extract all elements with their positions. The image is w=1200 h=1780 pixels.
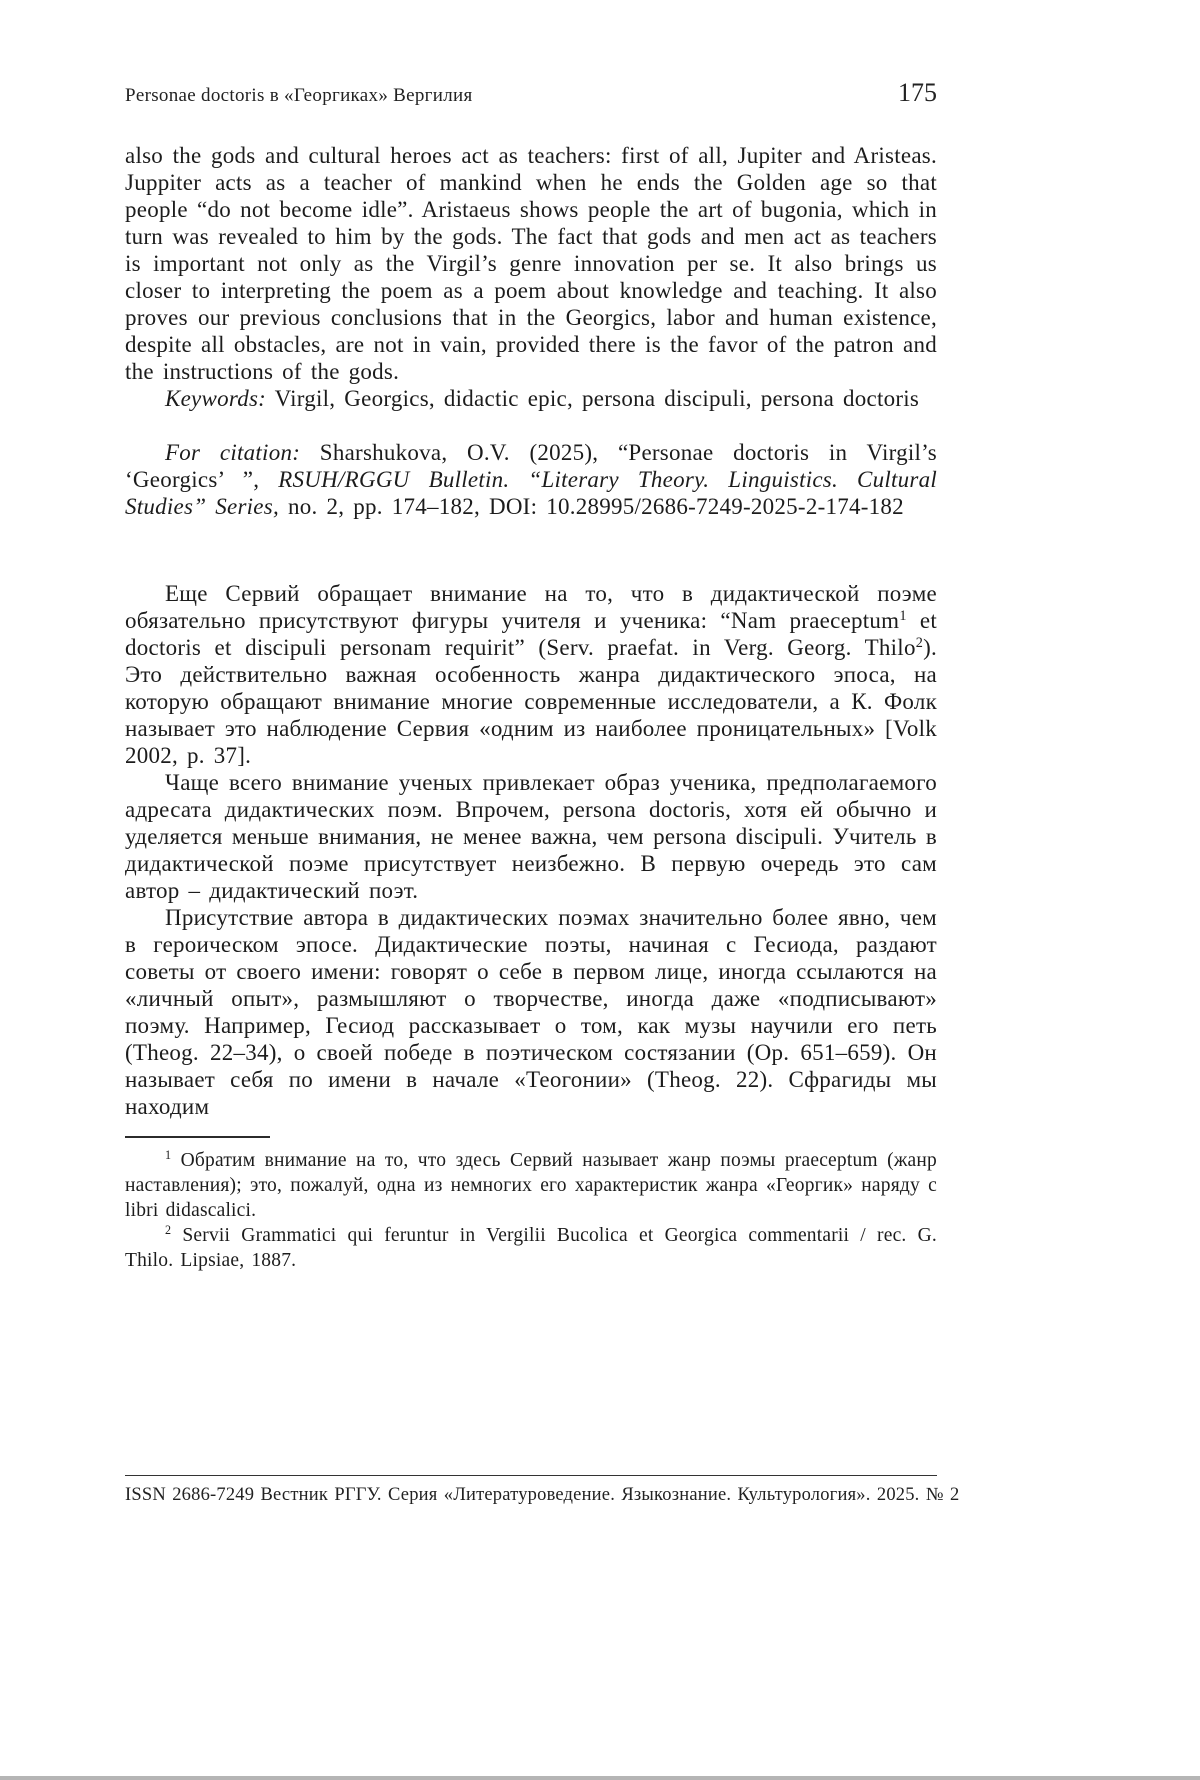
- footnote-marker: 1: [165, 1148, 172, 1163]
- text-segment: Присутствие автора в дидактических поэмах значительно более явно, чем в героическом эпосе. Дидактические поэты, начиная с Гесиода, раздают советы от своего имени: говорят о себе в первом лице, иногда ссылаются на «личный опыт», размышляют о творчестве, иногда даже «подписывают» поэму. Например, Гесиод рассказывает о том, как музы научили его петь (Theog. 22–34), о своей победе в поэтическом состязании (Op. 651–659). Он называет себя по имени в начале «Теогонии» (Theog. 22). Сфрагиды мы находим: [125, 905, 937, 1119]
- article-body-section: [125, 580, 937, 1120]
- keywords-paragraph: [125, 385, 937, 412]
- journal-page: [125, 78, 937, 1273]
- text-segment: et doctoris et discipuli personam requirit” (Serv. praefat. in Verg. Georg. Thilo: [125, 608, 938, 660]
- body-paragraph-1: [125, 580, 937, 769]
- abstract-paragraph: also the gods and cultural heroes act as teachers: first of all, Jupiter and Aristeas. Juppiter acts as a teacher of mankind when he ends the Golden age so that people “do not become idle”. Aristaeus shows people the art of bugonia, which in turn was revealed to him by the gods. The fact that gods and men act as teachers is important not only as the Virgil’s genre innovation per se. It also brings us closer to interpreting the poem as a poem about knowledge and teaching. It also proves our previous conclusions that in the Georgics, labor and human existence, despite all obstacles, are not in vain, provided there is the favor of the patron and the instructions of the gods.: [125, 143, 937, 384]
- footnote-separator: [125, 1136, 270, 1138]
- text-segment: Sharshukova, O.V. (2025), “Personae doctoris in Virgil’s ‘Georgics’ ”,: [125, 440, 937, 492]
- text-segment: For citation:: [165, 440, 320, 465]
- footnote-1: [125, 1148, 937, 1223]
- text-segment: ). Это действительно важная особенность жанра дидактического эпоса, на которую обращают внимание многие современные исследователи, а К. Фолк называет это наблюдение Сервия «одним из наиболее проницательных» [Volk 2002, p. 37].: [125, 635, 937, 768]
- page-body: [125, 142, 937, 1273]
- footnote-marker: 2: [165, 1223, 172, 1238]
- running-header-title: Personae doctoris в «Георгиках» Вергилия: [125, 85, 473, 106]
- text-segment: Еще Сервий обращает внимание на то, что в дидактической поэме обязательно присутствуют фигуры учителя и ученика: “Nam praeceptum: [125, 581, 937, 633]
- page-number: 175: [898, 78, 937, 107]
- text-segment: Keywords:: [165, 386, 267, 411]
- footnotes-section: [125, 1148, 937, 1273]
- text-segment: no. 2, pp. 174–182, DOI: 10.28995/2686-7249-2025-2-174-182: [287, 494, 904, 519]
- body-paragraph-3: [125, 904, 937, 1120]
- running-head: [125, 78, 937, 108]
- body-paragraph-2: [125, 769, 937, 904]
- text-segment: Virgil, Georgics, didactic epic, persona discipuli, persona doctoris: [266, 386, 920, 411]
- page-bottom-edge: [0, 1776, 1200, 1780]
- text-segment: Обратим внимание на то, что здесь Сервий называет жанр поэмы praeceptum (жанр наставления); это, пожалуй, одна из немногих его характеристик жанра «Георгик» наряду с libri didascalici.: [125, 1150, 937, 1221]
- page-footer: ISSN 2686-7249 Вестник РГГУ. Серия «Литературоведение. Языкознание. Культурология». 2025. № 2: [125, 1475, 937, 1506]
- footnote-marker: 2: [915, 635, 924, 652]
- footnote-2: [125, 1223, 937, 1273]
- text-segment: Servii Grammatici qui feruntur in Vergilii Bucolica et Georgica commentarii / rec. G. Thilo. Lipsiae, 1887.: [125, 1225, 937, 1271]
- text-segment: RSUH/RGGU Bulletin. “Literary Theory. Linguistics. Cultural Studies” Series,: [125, 467, 937, 519]
- citation-paragraph: [125, 439, 937, 520]
- text-segment: Чаще всего внимание ученых привлекает образ ученика, предполагаемого адресата дидактических поэм. Впрочем, persona doctoris, хотя ей обычно и уделяется меньше внимания, не менее важна, чем persona discipuli. Учитель в дидактической поэме присутствует неизбежно. В первую очередь это сам автор – дидактический поэт.: [125, 770, 937, 903]
- footnote-marker: 1: [899, 608, 907, 625]
